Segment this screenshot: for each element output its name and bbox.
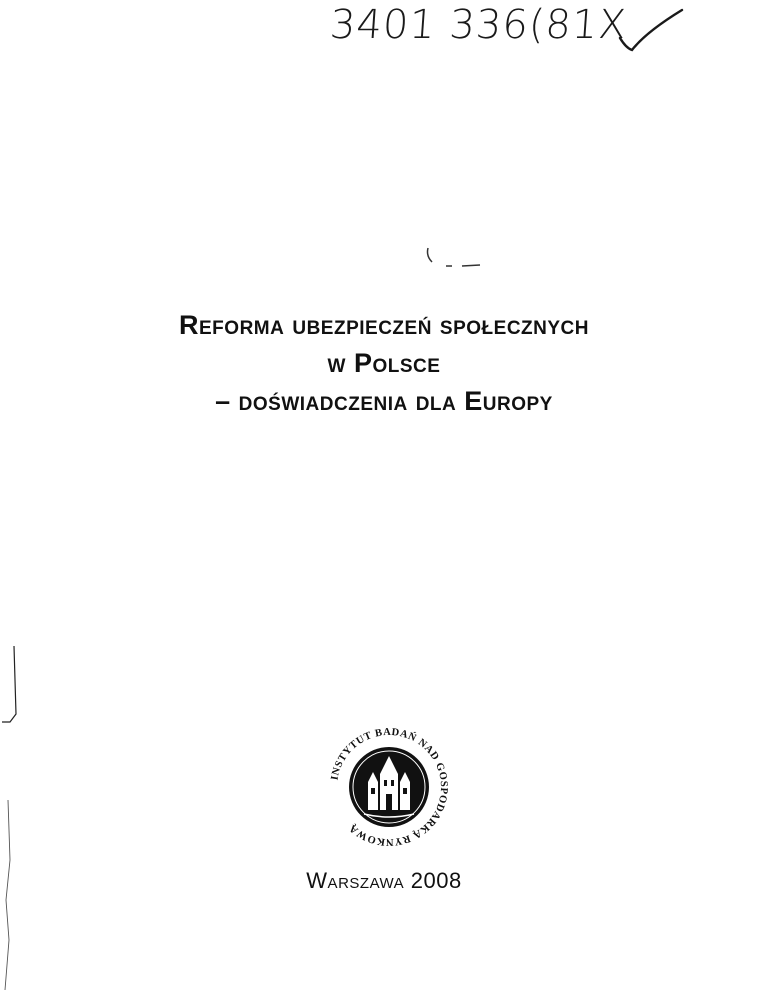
svg-text:INSTYTUT BADAŃ NAD GOSPODARKĄ: INSTYTUT BADAŃ NAD GOSPODARKĄ RYNKOWĄ [329,726,450,848]
pencil-mark [414,244,494,274]
institute-seal-icon [324,722,454,852]
publisher-place-year: Warszawa 2008 [306,868,462,893]
title-line-2: w Polsce [327,348,441,378]
title-line-1: Reforma ubezpieczeń społecznych [179,310,589,340]
handwritten-call-number-text: 3401 336(81X [328,2,629,48]
handwritten-call-number [330,2,690,64]
title-line-3: – doświadczenia dla Europy [215,386,553,416]
check-mark-icon [616,4,686,60]
book-title [84,306,684,420]
margin-scan-line [0,640,40,994]
